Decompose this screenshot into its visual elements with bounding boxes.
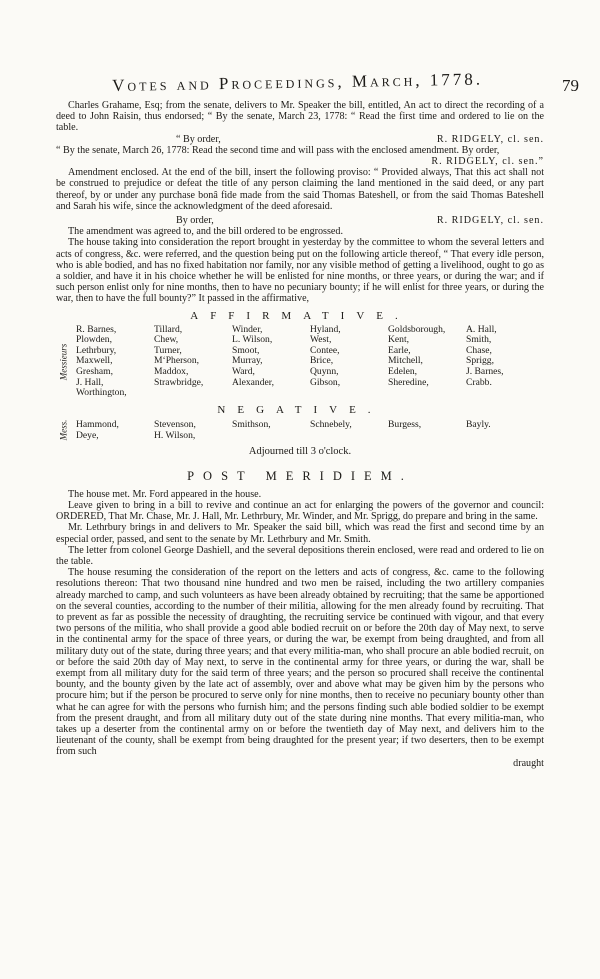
affirmative-name: Sheredine,: [388, 376, 429, 388]
affirmative-name: Chew,: [154, 334, 179, 346]
signature-line: [56, 215, 544, 226]
post-meridiem-heading: POST MERIDIEM.: [187, 468, 413, 483]
affirmative-name: Goldsborough,: [388, 323, 446, 335]
negative-grid: [76, 419, 544, 441]
negative-column: [232, 419, 310, 441]
running-head: Votes and Proceedings, March, 1778.: [112, 69, 484, 95]
affirmative-name: Ward,: [232, 366, 255, 378]
negative-name: Burgess,: [388, 418, 422, 430]
negative-name: Deye,: [76, 429, 99, 441]
signature-line: [56, 134, 544, 145]
affirmative-name: Strawbridge,: [154, 376, 204, 388]
adjourned-notice: Adjourned till 3 o'clock.: [248, 445, 352, 457]
affirmative-name: Worthington,: [76, 387, 127, 399]
paragraph-resolutions: The house resuming the consideration of the report on the letters and acts of congress, &c. came to the following resolutions thereon: That two thousand nine hundred and two men be raised, including the two artillery companies already marched to camp, and such volunteers as have been already obtained by recruiting; that the same be apportioned on the several counties, according to the number of their militia, allowing for the men already found by recruiting. That to prevent as far as possible the necessity of draughting, the recruiting service be continued with vigour, and that every two persons of the militia, who shall provide a good able bodied recruit on or before the 20th day of May next, to serve in the continental army for the space of three years, or during the war, be exempt from being draughted, and from all military duty out of the state, during three years; and that every militia-man, who shall procure an able bodied recruit, on or before the said 20th day of May next, to serve in the continental army for three years, or during the war, shall be exempt from all military duty for the said term of three years; and the person so procured shall receive the continental bounty, and the bounty given by the late act of assembly, over and above what may be given him by the persons who procure him; but if the person be procured to serve only for nine months, then to receive no pecuniary bounty other than what he can agree for with the persons who furnish him; and the persons finding such able bodied soldier to be exempt from the present draught, and from all military duty out of the state during nine months. That every militia-man, who takes up a deserter from the continental army on or before the twentieth day of May next, and delivers him to the lieutenant of the county, shall be exempt from being draughted for the present year; if two deserters, then to be exempt from such: [56, 567, 544, 758]
affirmative-name: Smoot,: [232, 344, 260, 356]
page-header: [0, 69, 600, 98]
affirmative-name: J. Barnes,: [466, 366, 504, 378]
negative-name: Schnebely,: [310, 418, 352, 430]
catchword: draught: [513, 757, 544, 769]
affirmative-name: Gresham,: [76, 366, 114, 378]
affirmative-name: Contee,: [310, 344, 340, 356]
negative-name: Hammond,: [76, 418, 119, 430]
page-number: 79: [562, 76, 579, 95]
affirmative-name: Smith,: [466, 334, 492, 346]
affirmative-column: [388, 325, 466, 399]
signature-line: [56, 156, 544, 167]
negative-name: Bayly.: [466, 418, 491, 430]
affirmative-column: [310, 325, 388, 399]
paragraph-leave-given: Leave given to bring in a bill to revive and continue an act for enlarging the powers of the governor and council: ORDERED, That Mr. Chase, Mr. J. Hall, Mr. Lethrbury, Mr. Winder, and Mr. Sprigg, do prepare and bring in the same.: [56, 500, 544, 523]
affirmative-name: L. Wilson,: [232, 334, 273, 346]
negative-column: [310, 419, 388, 441]
negative-name: H. Wilson,: [154, 429, 196, 441]
paragraph-bill-delivered: Mr. Lethrbury brings in and delivers to Mr. Speaker the said bill, which was read the first and second time by an especial order, passed, and sent to the senate by Mr. Lethrbury and Mr. Smith.: [56, 522, 544, 545]
negative-heading: NEGATIVE.: [217, 403, 383, 416]
affirmative-name: Quynn,: [310, 366, 339, 378]
signature-name: R. RIDGELY, cl. sen.: [436, 215, 544, 227]
negative-column: [466, 419, 544, 441]
affirmative-name: Kent,: [388, 334, 410, 346]
affirmative-name: Mitchell,: [388, 355, 423, 367]
signature-name: R. RIDGELY, cl. sen.”: [431, 156, 544, 168]
paragraph-amendment-agreed: The amendment was agreed to, and the bill ordered to be engrossed.: [68, 226, 343, 238]
affirmative-name: Winder,: [232, 323, 263, 335]
affirmative-name: Lethrbury,: [76, 344, 117, 356]
affirmative-name: A. Hall,: [466, 323, 497, 335]
affirmative-name: Gibson,: [310, 376, 341, 388]
affirmative-name: Murray,: [232, 355, 263, 367]
affirmative-name: Maxwell,: [76, 355, 113, 367]
affirmative-name: Maddox,: [154, 366, 189, 378]
affirmative-name: Sprigg,: [466, 355, 494, 367]
affirmative-name: Hyland,: [310, 323, 341, 335]
affirmative-name: Edelen,: [388, 366, 418, 378]
affirmative-name: Earle,: [388, 344, 411, 356]
messrs-label: Mess.: [58, 419, 68, 441]
negative-column: [76, 419, 154, 441]
affirmative-name: Alexander,: [232, 376, 274, 388]
signature-label: “ By order,: [176, 133, 221, 145]
signature-label: By order,: [176, 215, 214, 227]
affirmative-column: [232, 325, 310, 399]
affirmative-name: Crabb.: [466, 376, 492, 388]
negative-column: [388, 419, 466, 441]
body-text: [56, 100, 544, 769]
affirmative-name: West,: [310, 334, 332, 346]
affirmative-name: Tillard,: [154, 323, 183, 335]
affirmative-name: Turner,: [154, 344, 182, 356]
negative-name: Smithson,: [232, 418, 271, 430]
negative-column: [154, 419, 232, 441]
affirmative-column: [154, 325, 232, 399]
messieurs-label: Messieurs: [58, 343, 68, 380]
affirmative-column: [466, 325, 544, 399]
affirmative-name: R. Barnes,: [76, 323, 117, 335]
paragraph-dashiell-letter: The letter from colonel George Dashiell, and the several depositions therein enclosed, were read and ordered to lie on the table.: [56, 544, 544, 568]
paragraph-second-reading: “ By the senate, March 26, 1778: Read the second time and will pass with the enclosed amendment. By order,: [56, 144, 500, 156]
affirmative-heading: AFFIRMATIVE.: [190, 309, 410, 322]
affirmative-name: Plowden,: [76, 334, 112, 346]
affirmative-grid: [76, 325, 544, 399]
paragraph-senate-bill: Charles Grahame, Esq; from the senate, delivers to Mr. Speaker the bill, entitled, An act to direct the recording of a deed to John Raisin, thus endorsed; “ By the senate, March 23, 1778: “ Read the first time and ordered to lie on the table.: [56, 100, 544, 134]
affirmative-column: [76, 325, 154, 399]
affirmative-name: Chase,: [466, 344, 492, 356]
negative-vote-list: [56, 419, 544, 441]
signature-name: R. RIDGELY, cl. sen.: [436, 133, 544, 145]
affirmative-name: M‘Pherson,: [154, 355, 200, 367]
paragraph-amendment: Amendment enclosed. At the end of the bill, insert the following proviso: “ Provided always, That this act shall not be construed to prejudice or defeat the title of any person claiming the land mentioned in the said deed, or any part thereof, by or under any purchase bonâ fide made from the said Thomas Bateshell, or from the said Thomas Bateshell and Sarah his wife, since the acknowledgment of the deed aforesaid.: [56, 167, 544, 212]
paragraph-idle-persons-question: The house taking into consideration the report brought in yesterday by the committee to whom the several letters and acts of congress, &c. were referred, and the question being put on the following article thereof, “ That every idle person, who is able bodied, and has no fixed habitation nor family, nor any visible method of getting a livelihood, ought to go as a soldier, and have it in his choice whether he will be enlisted for nine months, or three years, or during the war; and if such person enlist only for nine months, then to have no pecuniary bounty; if he will enlist for three years, or during the war, then to have the full bounty?” It passed in the affirmative,: [56, 237, 544, 305]
affirmative-name: J. Hall,: [76, 376, 104, 388]
affirmative-vote-list: [56, 325, 544, 399]
negative-name: Stevenson,: [154, 418, 196, 430]
paragraph-house-met: The house met. Mr. Ford appeared in the house.: [68, 488, 262, 500]
affirmative-name: Brice,: [310, 355, 334, 367]
